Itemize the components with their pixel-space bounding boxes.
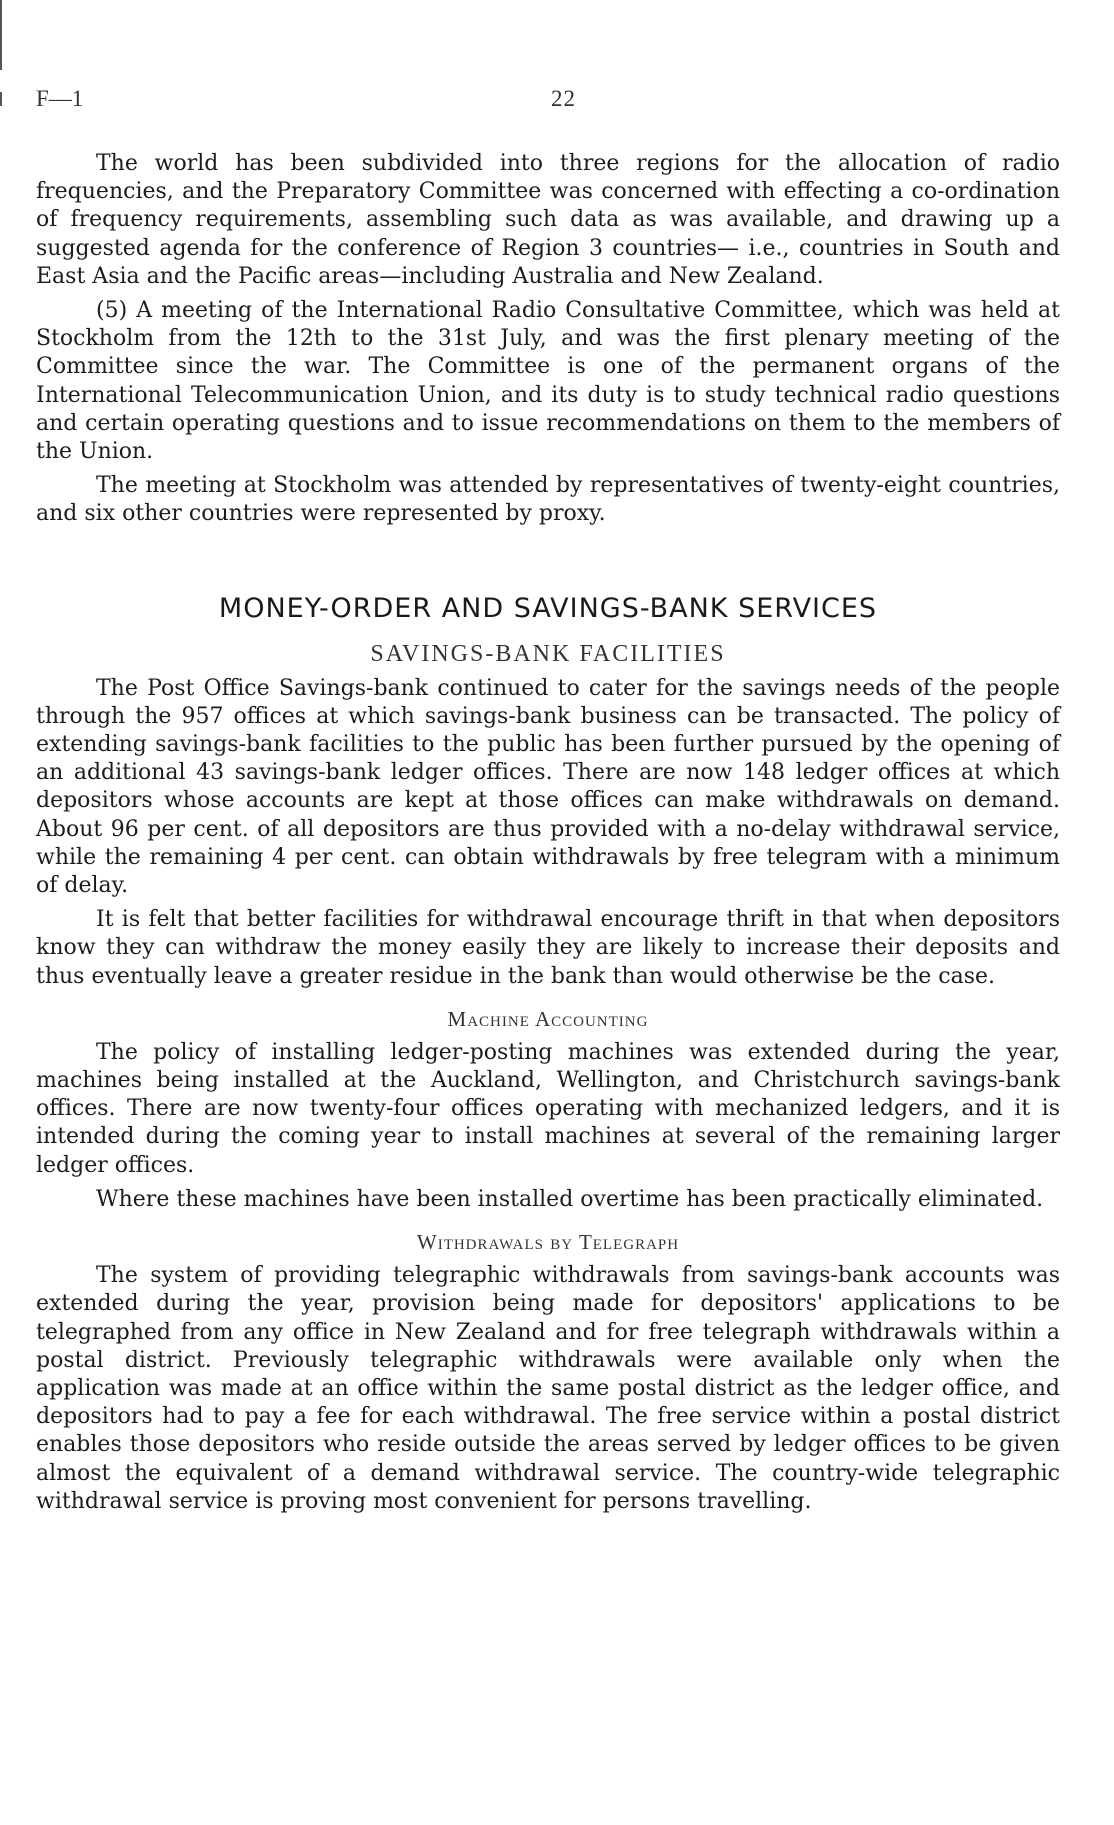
paragraph: The Post Office Savings-bank continued to cater for the savings needs of the people through the 957 offices at which savings-bank business can be transacted. The policy of extending savings-bank facilities to the public has been further pursued by the opening of an additional 43 savings-bank ledger offices. There are now 148 ledger offices at which depositors whose accounts are kept at those offices can make withdrawals on demand. About 96 per cent. of all depositors are thus provided with a no-delay withdrawal service, while the remaining 4 per cent. can obtain withdrawals by free telegram with a minimum of delay. bbox=[36, 675, 1060, 899]
subsection-heading: SAVINGS-BANK FACILITIES bbox=[370, 640, 726, 667]
paragraph: Where these machines have been installed overtime has been practically eliminated. bbox=[96, 1186, 1044, 1212]
subsection-heading: Machine Accounting bbox=[447, 1006, 649, 1031]
paragraph: The system of providing telegraphic withdrawals from savings-bank accounts was extended during the year, provision being made for depositors' applications to be telegraphed from any office in New Zealand and for free telegraph withdrawals within a postal district. Previously telegraphic withdrawals were available only when the application was made at an office within the same postal district as the ledger office, and depositors had to pay a fee for each withdrawal. The free service within a postal district enables those depositors who reside outside the areas served by ledger offices to be given almost the equivalent of a demand withdrawal service. The country-wide telegraphic withdrawal service is proving most convenient for persons travelling. bbox=[36, 1263, 1060, 1514]
section-heading: MONEY-ORDER AND SAVINGS-BANK SERVICES bbox=[218, 592, 878, 624]
subsection-heading: Withdrawals by Telegraph bbox=[416, 1230, 680, 1255]
paragraph: The world has been subdivided into three regions for the allocation of radio frequencies, and the Preparatory Committee was concerned with effecting a co-ordination of frequency requirements, assembling such data as was available, and drawing up a suggested agenda for the conference of Region 3 countries— i.e., countries in South and East Asia and the Pacific areas—including Australia and New Zealand. bbox=[36, 151, 1060, 289]
scan-edge-mark bbox=[0, 0, 2, 70]
paragraph: (5) A meeting of the International Radio Consultative Committee, which was held at Stockholm from the 12th to the 31st July, and was the first plenary meeting of the Committee since the war. The Committee is one of the permanent organs of the International Telecommunication Union, and its duty is to study technical radio questions and certain operating questions and to issue recommendations on them to the members of the Union. bbox=[36, 298, 1060, 465]
paragraph: The policy of installing ledger-posting machines was extended during the year, machines being installed at the Auckland, Wellington, and Christchurch savings-bank offices. There are now twenty-four offices operating with mechanized ledgers, and it is intended during the coming year to install machines at several of the remaining larger ledger offices. bbox=[36, 1039, 1060, 1178]
paragraph: The meeting at Stockholm was attended by representatives of twenty-eight countries, and six other countries were represented by proxy. bbox=[36, 473, 1060, 527]
page-header bbox=[36, 86, 1056, 116]
body-text bbox=[36, 150, 1060, 1522]
page-number: 22 bbox=[551, 86, 576, 111]
scan-edge-mark bbox=[0, 92, 2, 106]
paragraph: It is felt that better facilities for withdrawal encourage thrift in that when depositors know they can withdraw the money easily they are likely to increase their deposits and thus eventually leave a greater residue in the bank than would otherwise be the case. bbox=[36, 907, 1060, 989]
document-code: F—1 bbox=[36, 86, 84, 111]
